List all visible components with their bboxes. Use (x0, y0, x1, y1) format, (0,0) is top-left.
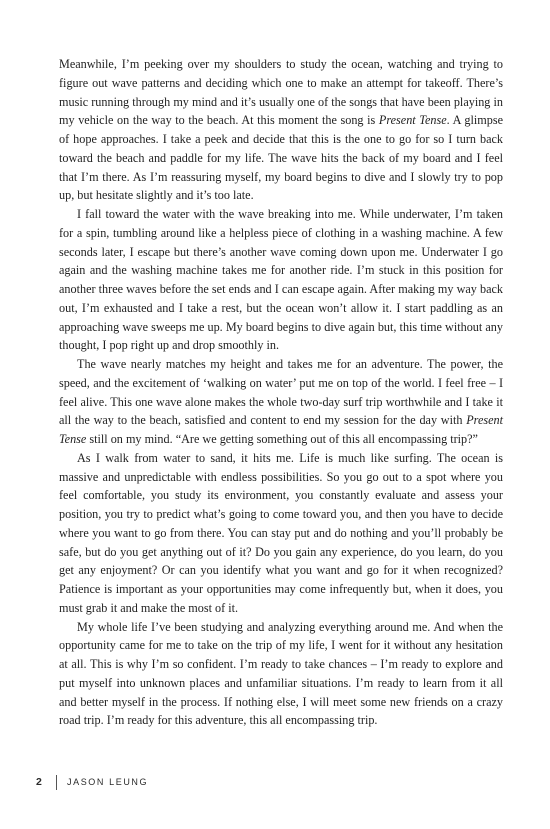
paragraph-1 (59, 55, 503, 205)
paragraph-2: I fall toward the water with the wave breaking into me. While underwater, I’m taken for a spin, tumbling around like a helpless piece of clothing in a washing machine. A few seconds later, I escape but there’s another wave coming down upon me. Underwater I go again and the washing machine takes me for another ride. I’m stuck in this position for another three waves before the set ends and I can escape again. After making my way back out, I’m exhausted and I take a rest, but the ocean won’t allow it. I start paddling as an approaching wave sweeps me up. My board begins to dive again but, this time without any thought, I pop right up and drop smoothly in. (59, 207, 503, 353)
body-text (59, 55, 503, 730)
paragraph-4: As I walk from water to sand, it hits me. Life is much like surfing. The ocean is massive and unpredictable with endless possibilities. So you go out to a spot where you feel comfortable, you study its environment, you constantly evaluate and assess your position, you try to predict what’s going to come toward you, and then you have to decide where you want to go from there. You can stay put and do nothing and you’ll probably be safe, but do you get anything out of it? Do you gain any experience, do you learn, do you get any enjoyment? Or can you identify what you want and go for it when recognized? Patience is important as your opportunities may come infrequently but, when it does, you must grab it and make the most of it. (59, 450, 503, 615)
page-number: 2 (36, 776, 42, 788)
paragraph-1-text-b: . A glimpse of hope approaches. I take a peek and decide that this is the one to go for so I turn back toward the beach and paddle for my life. The wave hits the back of my board and I feel that I’m there. As I’m reassuring myself, my board begins to dive and I slowly try to pop up, but hesitate slightly and it’s too late. (59, 113, 503, 203)
paragraph-3-text-a: The wave nearly matches my height and takes me for an adventure. The power, the speed, and the excitement of ‘walking on water’ put me on top of the world. I feel free – I feel alive. This one wave alone makes the whole two-day surf trip worthwhile and I take it all the way to the beach, satisfied and content to end my session for the day with (59, 357, 503, 428)
page-footer (36, 774, 148, 790)
running-head-author: JASON LEUNG (67, 777, 149, 787)
paragraph-1-text-a: Meanwhile, I’m peeking over my shoulders to study the ocean, watching and trying to figure out wave patterns and deciding which one to make an attempt for takeoff. There’s music running through my mind and it’s usually one of the songs that have been playing in my vehicle on the way to the beach. At this moment the song is (59, 57, 503, 128)
paragraph-3 (59, 355, 503, 449)
song-title-emphasis: Present Tense (378, 113, 447, 128)
paragraph-3-text-b: still on my mind. “Are we getting something out of this all encompassing trip?” (86, 432, 478, 446)
song-title-emphasis: Present Tense (59, 413, 503, 446)
footer-divider (56, 775, 57, 790)
paragraph-5: My whole life I’ve been studying and analyzing everything around me. And when the opportunity came for me to take on the trip of my life, I went for it without any hesitation at all. This is why I’m so confident. I’m ready to take chances – I’m ready to explore and put myself into unknown places and unfamiliar situations. I’m ready to learn from it all and better myself in the process. If nothing else, I will meet some new friends on a crazy road trip. I’m ready for this adventure, this all encompassing trip. (59, 619, 503, 728)
